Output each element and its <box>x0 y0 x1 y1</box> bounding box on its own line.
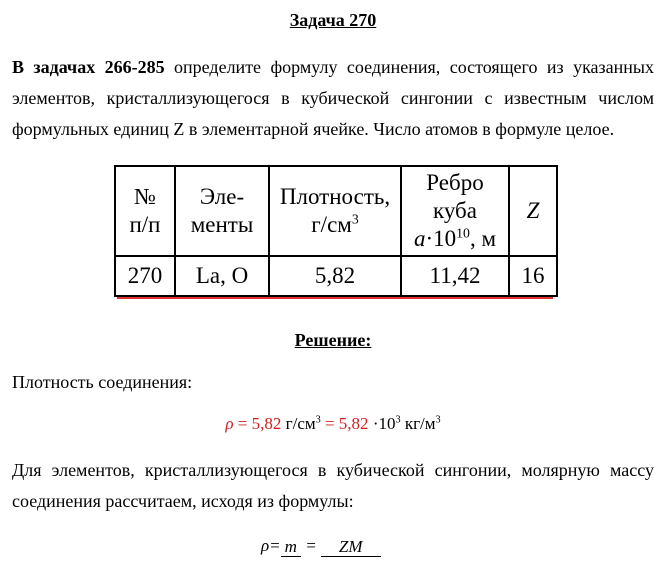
header-number: № п/п <box>115 166 175 256</box>
molar-formula: ρ= m = ZM <box>261 536 381 557</box>
solution-heading: Решение: <box>294 330 372 350</box>
problem-text: определите формулу соединения, состоящего из указанных элементов, кристаллизующегося в кубической сингонии с известным числом формульных единиц Z в элементарной ячейке. Число атомов в формуле целое. <box>12 57 654 139</box>
data-table <box>114 165 558 297</box>
header-z: Z <box>509 166 557 256</box>
density-label: Плотность соединения: <box>12 372 193 392</box>
cell-density: 5,82 <box>269 256 401 296</box>
header-density: Плотность, $г/см^3$ <box>269 166 401 256</box>
problem-range: В задачах 266-285 <box>12 57 165 77</box>
cell-number: 270 <box>115 256 175 296</box>
table-header-row <box>115 166 557 256</box>
problem-title: Задача 270 <box>289 10 377 30</box>
header-elements: Эле- менты <box>175 166 269 256</box>
molar-mass-text: Для элементов, кристаллизующегося в кубической сингонии, молярную массу соединения рассчитаем, исходя из формулы: <box>12 460 654 511</box>
cell-z: 16 <box>509 256 557 296</box>
table-row <box>115 256 557 296</box>
problem-statement <box>12 52 654 145</box>
cell-edge: 11,42 <box>401 256 509 296</box>
density-formula: ρ = 5,82 $г/см^3 = 5,82 \cdot 10^3$ $кг/м^3$ <box>225 414 441 433</box>
header-edge: Ребро куба $a\cdot 10^{10}$, м <box>401 166 509 256</box>
red-underline <box>117 297 553 299</box>
cell-elements: La, O <box>175 256 269 296</box>
